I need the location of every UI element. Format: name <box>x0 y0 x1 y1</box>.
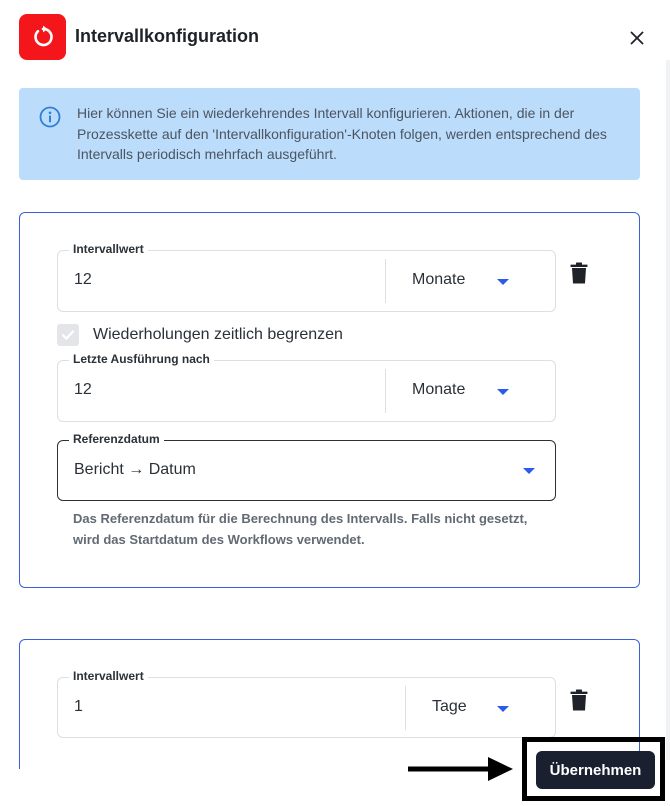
info-text: Hier können Sie ein wiederkehrendes Intervall konfigurieren. Aktionen, die in der Prozesskette auf den 'Intervallkonfiguration'-Knoten folgen, werden entsprechend des Intervalls periodisch mehrfach ausgeführt. <box>77 105 607 162</box>
info-icon <box>39 106 61 128</box>
last-execution-field[interactable] <box>57 352 556 422</box>
limit-repetitions-label: Wiederholungen zeitlich begrenzen <box>93 326 343 343</box>
limit-repetitions-checkbox[interactable] <box>57 324 79 346</box>
arrow-right-icon <box>408 755 514 783</box>
unit-select[interactable]: Tage <box>432 698 467 715</box>
trash-icon[interactable] <box>570 689 588 711</box>
reference-date-value[interactable]: Bericht → Datum <box>74 461 196 478</box>
dialog-title: Intervallkonfiguration <box>75 26 260 46</box>
interval-value-input[interactable]: 12 <box>74 271 92 288</box>
last-execution-input[interactable]: 12 <box>74 381 92 398</box>
field-label: Intervallwert <box>69 242 148 256</box>
chevron-down-icon[interactable] <box>497 706 509 712</box>
field-label: Letzte Ausführung nach <box>69 352 214 366</box>
trash-icon[interactable] <box>570 262 588 284</box>
field-divider <box>385 259 386 303</box>
interval-value-field[interactable] <box>57 669 556 738</box>
field-label: Referenzdatum <box>69 432 164 446</box>
scrollbar[interactable] <box>666 60 670 760</box>
chevron-down-icon[interactable] <box>497 279 509 285</box>
close-icon[interactable] <box>626 27 648 49</box>
dialog-header <box>0 0 670 76</box>
unit-select[interactable]: Monate <box>412 271 466 288</box>
field-divider <box>385 369 386 413</box>
apply-button[interactable]: Übernehmen <box>536 751 655 789</box>
field-divider <box>405 686 406 730</box>
reference-date-select[interactable] <box>57 432 556 501</box>
field-label: Intervallwert <box>69 669 148 683</box>
info-banner <box>19 88 640 180</box>
refresh-icon <box>19 14 66 60</box>
interval-value-input[interactable]: 1 <box>74 698 83 715</box>
reference-date-helper: Das Referenzdatum für die Berechnung des Intervalls. Falls nicht gesetzt, wird das Startdatum des Workflows verwendet. <box>73 511 528 547</box>
chevron-down-icon[interactable] <box>523 468 535 474</box>
interval-value-field[interactable] <box>57 242 556 312</box>
chevron-down-icon[interactable] <box>497 389 509 395</box>
unit-select[interactable]: Monate <box>412 381 466 398</box>
